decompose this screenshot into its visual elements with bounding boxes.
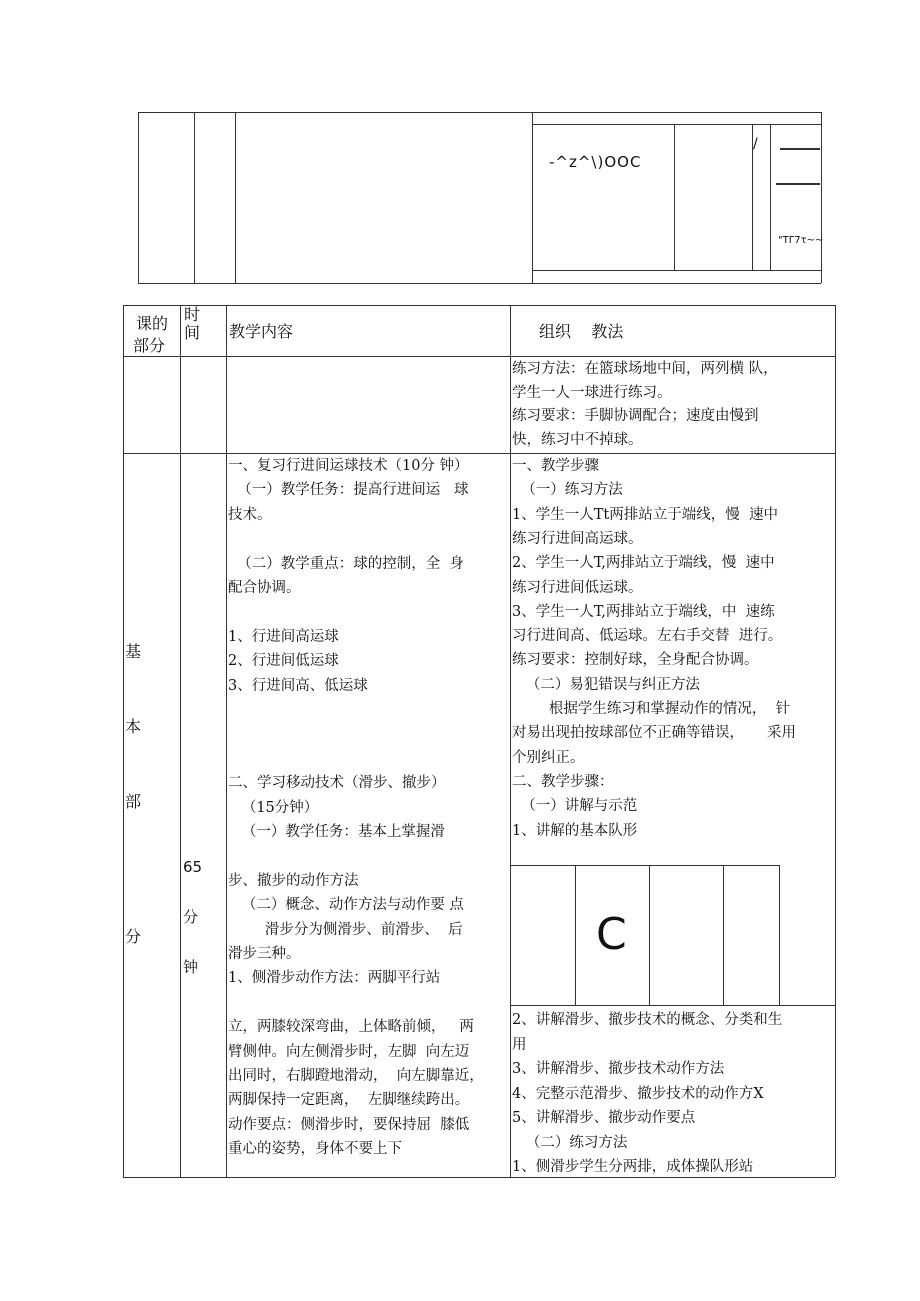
rule	[649, 865, 650, 1005]
rule	[532, 112, 533, 283]
text-line: （15分钟）	[228, 799, 319, 816]
time-char: 分	[183, 908, 199, 926]
text-line: 个别纠正。	[512, 749, 585, 766]
header-time: 时	[184, 305, 201, 324]
slash-mark: /	[753, 136, 758, 152]
text-line: 4、完整示范滑步、撤步技术的动作方X	[512, 1085, 764, 1102]
text-line: （一）讲解与示范	[512, 798, 638, 815]
rule	[779, 865, 780, 1005]
rule	[835, 305, 836, 1177]
text-line: 3、讲解滑步、撤步技术动作方法	[512, 1061, 725, 1077]
header-section: 部分	[133, 336, 166, 355]
header-content: 教学内容	[229, 322, 294, 341]
text-line: 2、学生一人T,两排站立于端线，慢 速中	[512, 555, 775, 572]
rule	[194, 112, 195, 283]
rule	[532, 270, 821, 271]
text-line: 根据学生练习和掌握动作的情况， 针	[512, 701, 791, 717]
rule	[575, 865, 576, 1005]
scribble-right: "TΓ7τ~~	[778, 235, 824, 246]
rule	[123, 356, 835, 357]
time-char: 65	[183, 858, 203, 876]
text-line: 1、行进间高运球	[228, 628, 339, 645]
scribble-left: -^z^\)OOC	[549, 153, 642, 171]
text-line: 学生一人一球进行练习。	[512, 384, 672, 401]
text-line: 2、讲解滑步、撤步技术的概念、分类和生	[512, 1012, 783, 1028]
text-line: 动作要点：侧滑步时，要保持屈 膝低	[228, 1116, 470, 1133]
time-char: 钟	[183, 958, 199, 976]
text-line: 3、行进间高、低运球	[228, 677, 368, 694]
text-line: 练习行进间低运球。	[512, 579, 643, 596]
text-line: （二）概念、动作方法与动作要 点	[228, 897, 464, 914]
section-char: 分	[125, 927, 142, 946]
rule	[770, 124, 771, 270]
text-line: 配合协调。	[228, 580, 301, 596]
text-line: 二、学习移动技术（滑步、撤步）	[228, 775, 446, 792]
text-line: 两脚保持一定距离， 左脚继续跨出。	[228, 1092, 470, 1109]
text-line: 1、侧滑步学生分两排，成体操队形站	[512, 1159, 754, 1175]
rule	[235, 112, 236, 283]
rule	[723, 865, 724, 1005]
text-line: 练习要求：控制好球，全身配合协调。	[512, 652, 759, 669]
rule	[123, 1177, 835, 1178]
rule	[123, 305, 835, 306]
rule	[510, 305, 511, 1177]
text-line: （二）练习方法	[512, 1134, 628, 1151]
text-line: 对易出现拍按球部位不正确等错误， 采用	[512, 725, 797, 742]
text-line: （二）教学重点：球的控制，全 身	[228, 555, 464, 572]
diagram-letter: C	[596, 909, 627, 960]
section-char: 基	[125, 642, 142, 661]
text-line: 步、撤步的动作方法	[228, 872, 359, 889]
heading-glyph-stroke	[776, 183, 820, 185]
header-method: 组织 教法	[539, 322, 624, 341]
header-time: 间	[184, 323, 201, 342]
text-line: 练习行进间高运球。	[512, 530, 643, 547]
rule	[821, 112, 822, 283]
text-line: （一）教学任务：提高行进间运 球	[228, 482, 469, 499]
rule	[226, 305, 227, 1177]
text-line: （一）练习方法	[512, 482, 623, 499]
rule	[180, 305, 181, 1177]
text-line: 5、讲解滑步、撤步动作要点	[512, 1110, 696, 1126]
rule	[510, 1005, 835, 1006]
rule	[138, 283, 821, 284]
text-line: 滑步分为侧滑步、前滑步、 后	[228, 921, 463, 938]
text-line: 1、侧滑步动作方法：两脚平行站	[228, 970, 441, 987]
rule	[510, 865, 780, 866]
text-line: 快，练习中不掉球。	[512, 431, 643, 448]
text-line: 臂侧伸。向左侧滑步时，左脚 向左迈	[228, 1043, 470, 1060]
rule	[532, 124, 821, 125]
text-line: 3、学生一人T,两排站立于端线，中 速练	[512, 603, 775, 620]
text-line: 一、复习行进间运球技术（10分 钟）	[228, 458, 469, 474]
text-line: 1、讲解的基本队形	[512, 822, 638, 839]
header-section: 课的	[136, 314, 169, 333]
text-line: （一）教学任务：基本上掌握滑	[228, 824, 445, 840]
text-line: 重心的姿势，身体不要上下	[228, 1141, 402, 1158]
text-line: 练习方法：在篮球场地中间，两列横 队，	[512, 361, 778, 377]
text-line: 用	[512, 1036, 527, 1053]
text-line: 一、教学步骤	[512, 458, 599, 474]
section-char: 部	[125, 792, 142, 811]
text-line: 出同时，右脚蹬地滑动， 向左脚靠近，	[228, 1068, 484, 1084]
text-line: （二）易犯错误与纠正方法	[512, 676, 700, 693]
rule	[138, 112, 821, 113]
text-line: 立，两膝较深弯曲，上体略前倾， 两	[228, 1019, 474, 1036]
text-line: 二、教学步骤：	[512, 773, 614, 790]
heading-glyph	[780, 150, 790, 168]
section-char: 本	[125, 717, 142, 736]
rule	[138, 112, 139, 283]
rule	[674, 124, 675, 270]
text-line: 习行进间高、低运球。左右手交替 进行。	[512, 628, 783, 645]
text-line: 1、学生一人Tt两排站立于端线，慢 速中	[512, 506, 778, 523]
text-line: 滑步三种。	[228, 946, 301, 962]
text-line: 技术。	[228, 506, 272, 523]
rule	[123, 453, 835, 454]
text-line: 练习要求：手脚协调配合；速度由慢到	[512, 408, 759, 424]
rule	[123, 305, 124, 1177]
text-line: 2、行进间低运球	[228, 653, 339, 670]
